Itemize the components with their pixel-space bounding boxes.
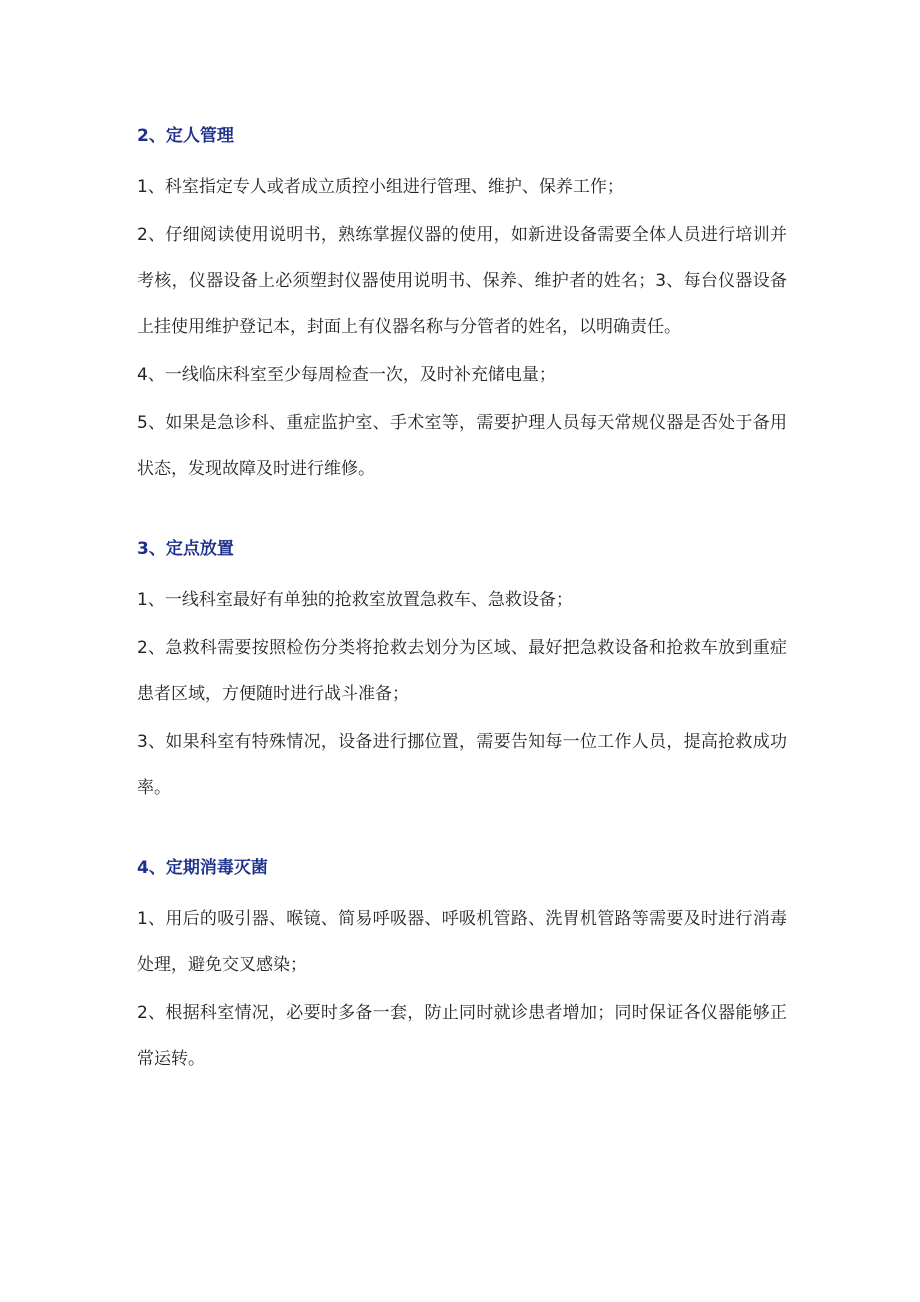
section-heading: 4、定期消毒灭菌 [137,858,268,878]
paragraph: 2、仔细阅读使用说明书，熟练掌握仪器的使用，如新进设备需要全体人员进行培训并考核，仪器设备上必须塑封仪器使用说明书、保养、维护者的姓名；3、每台仪器设备上挂使用维护登记本，封面上有仪器名称与分管者的姓名，以明确责任。 [137,225,787,337]
section-fixed-placement [137,529,787,811]
paragraph: 4、一线临床科室至少每周检查一次，及时补充储电量； [137,365,556,385]
section-heading: 2、定人管理 [137,126,234,146]
section-heading: 3、定点放置 [137,539,234,559]
section-spacer [137,492,787,529]
document-content [137,116,787,1082]
section-regular-disinfection [137,848,787,1082]
section-spacer [137,811,787,848]
paragraph: 1、一线科室最好有单独的抢救室放置急救车、急救设备； [137,590,573,610]
paragraph: 5、如果是急诊科、重症监护室、手术室等，需要护理人员每天常规仪器是否处于备用状态，发现故障及时进行维修。 [137,413,787,479]
paragraph: 3、如果科室有特殊情况，设备进行挪位置，需要告知每一位工作人员，提高抢救成功率。 [137,732,787,798]
paragraph: 1、用后的吸引器、喉镜、简易呼吸器、呼吸机管路、洗胃机管路等需要及时进行消毒处理，避免交叉感染； [137,909,787,975]
section-personnel-management [137,116,787,492]
paragraph: 2、根据科室情况，必要时多备一套，防止同时就诊患者增加；同时保证各仪器能够正常运转。 [137,1003,787,1069]
paragraph: 1、科室指定专人或者成立质控小组进行管理、维护、保养工作； [137,177,624,197]
paragraph: 2、急救科需要按照检伤分类将抢救去划分为区域、最好把急救设备和抢救车放到重症患者区域，方便随时进行战斗准备； [137,638,787,704]
